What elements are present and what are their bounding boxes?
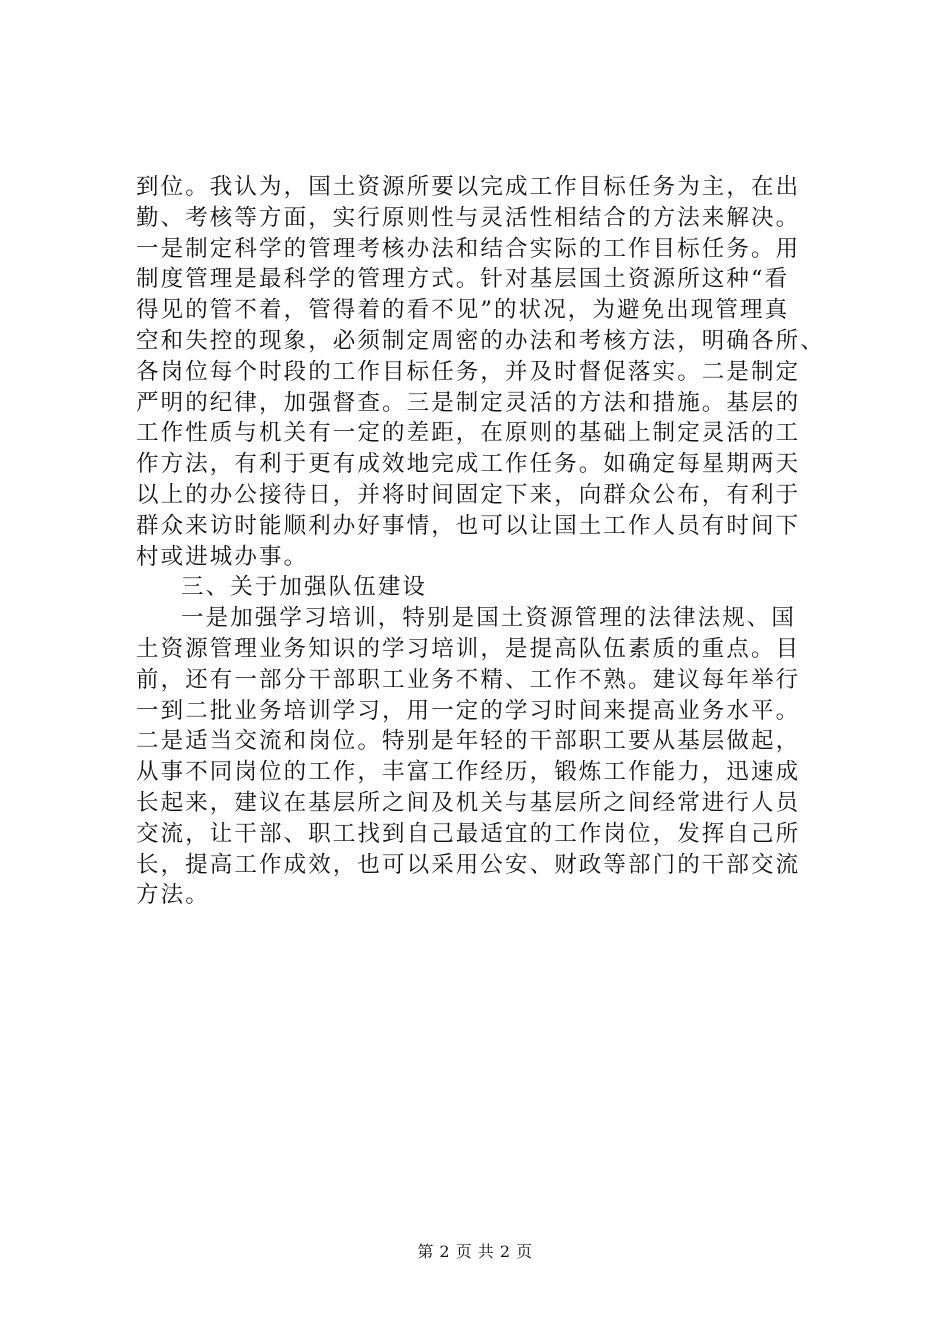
text-line: 长，提高工作成效，也可以采用公安、财政等部门的干部交流 xyxy=(136,851,801,878)
text-line: 到位。我认为，国土资源所要以完成工作目标任务为主，在出 xyxy=(136,174,801,200)
text-line: 以上的办公接待日，并将时间固定下来，向群众公布，有利于 xyxy=(136,481,801,508)
page-number-footer: 第 2 页 共 2 页 xyxy=(417,1242,533,1261)
text-line: 一到二批业务培训学习，用一定的学习时间来提高业务水平。 xyxy=(136,697,801,724)
text-line: 工作性质与机关有一定的差距，在原则的基础上制定灵活的工 xyxy=(136,420,801,447)
document-body xyxy=(136,172,856,911)
text-line: 得见的管不着，管得着的看不见”的状况，为避免出现管理真 xyxy=(136,297,790,324)
paragraph-continuation xyxy=(136,172,856,572)
text-line: 交流，让干部、职工找到自己最适宜的工作岗位，发挥自己所 xyxy=(136,820,801,847)
text-line: 二是适当交流和岗位。特别是年轻的干部职工要从基层做起， xyxy=(136,728,801,755)
text-line: 空和失控的现象，必须制定周密的办法和考核方法，明确各所、 xyxy=(136,327,825,354)
text-line: 勤、考核等方面，实行原则性与灵活性相结合的方法来解决。 xyxy=(136,204,801,231)
text-line: 从事不同岗位的工作，丰富工作经历，锻炼工作能力，迅速成 xyxy=(136,759,801,786)
text-line: 严明的纪律，加强督查。三是制定灵活的方法和措施。基层的 xyxy=(136,389,801,416)
text-line: 前，还有一部分干部职工业务不精、工作不熟。建议每年举行 xyxy=(136,666,801,693)
section-heading: 三、关于加强队伍建设 xyxy=(181,574,428,601)
text-line: 制度管理是最科学的管理方式。针对基层国土资源所这种“看 xyxy=(136,266,790,293)
text-line: 群众来访时能顺利办好事情，也可以让国土工作人员有时间下 xyxy=(136,512,801,539)
text-line: 作方法，有利于更有成效地完成工作任务。如确定每星期两天 xyxy=(136,451,801,478)
text-line: 土资源管理业务知识的学习培训，是提高队伍素质的重点。目 xyxy=(136,635,801,662)
text-line: 方法。 xyxy=(136,882,210,909)
text-line: 村或进城办事。 xyxy=(136,543,309,570)
text-line: 各岗位每个时段的工作目标任务，并及时督促落实。二是制定 xyxy=(136,358,801,385)
text-line: 一是加强学习培训，特别是国土资源管理的法律法规、国 xyxy=(181,605,797,632)
text-line: 长起来，建议在基层所之间及机关与基层所之间经常进行人员 xyxy=(136,789,801,816)
text-line: 一是制定科学的管理考核办法和结合实际的工作目标任务。用 xyxy=(136,235,801,262)
paragraph-team-building xyxy=(136,603,856,911)
